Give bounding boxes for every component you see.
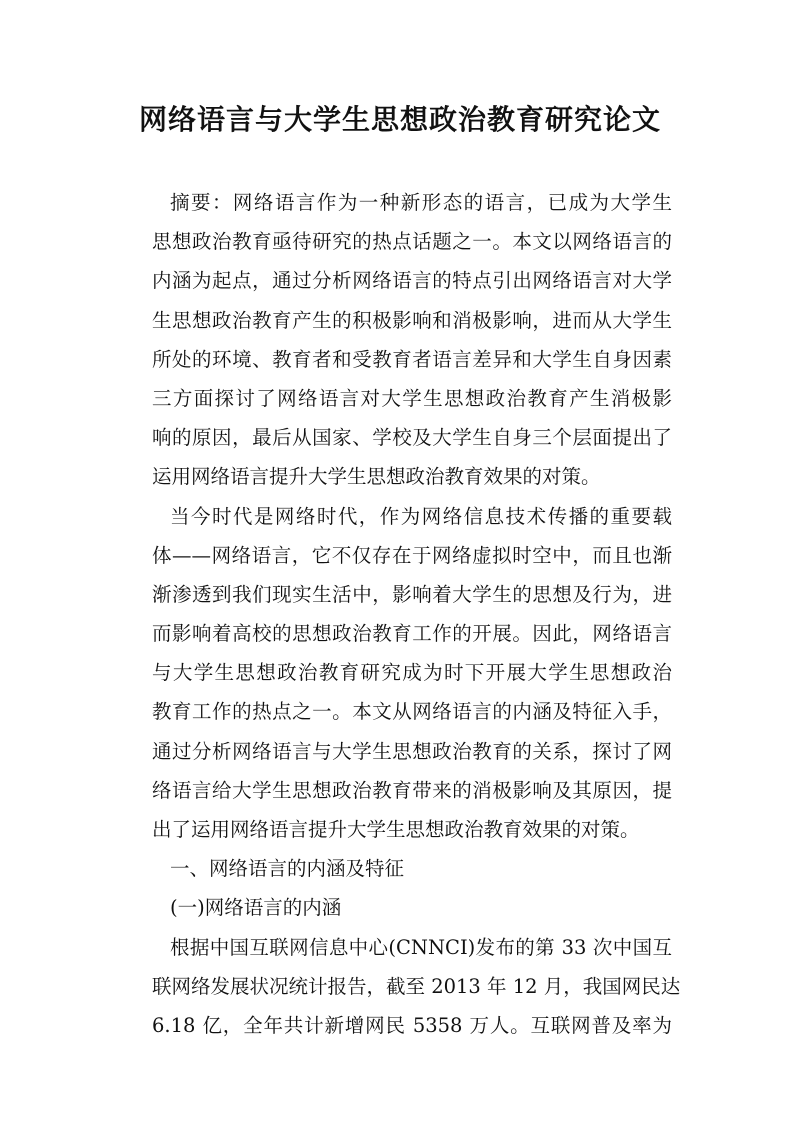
paragraph-line: 联网络发展状况统计报告，截至 2013 年 12 月，我国网民达 [152,974,681,998]
intro-line: 当今时代是网络时代，作为网络信息技术传播的重要载 [170,504,672,528]
intro-line: 通过分析网络语言与大学生思想政治教育的关系，探讨了网 [152,739,672,763]
intro-line: 出了运用网络语言提升大学生思想政治教育效果的对策。 [152,818,640,841]
paragraph-line: 6.18 亿，全年共计新增网民 5358 万人。互联网普及率为 [152,1013,672,1037]
document-body [152,183,681,1045]
abstract-line: 响的原因，最后从国家、学校及大学生自身三个层面提出了 [152,426,672,450]
section-heading: 一、网络语言的内涵及特征 [170,857,405,881]
abstract-line: 思想政治教育亟待研究的热点话题之一。本文以网络语言的 [152,230,672,254]
abstract-line: 摘要：网络语言作为一种新形态的语言，已成为大学生 [170,191,672,214]
intro-line: 络语言给大学生思想政治教育带来的消极影响及其原因，提 [152,778,672,802]
subsection-heading: (一)网络语言的内涵 [170,896,342,920]
intro-line: 教育工作的热点之一。本文从网络语言的内涵及特征入手， [152,700,672,724]
document-title: 网络语言与大学生思想政治教育研究论文 [138,103,661,136]
abstract-line: 三方面探讨了网络语言对大学生思想政治教育产生消极影 [152,386,672,410]
abstract-line: 生思想政治教育产生的积极影响和消极影响，进而从大学生 [152,308,672,332]
abstract-line: 运用网络语言提升大学生思想政治教育效果的对策。 [152,465,601,489]
intro-line: 体——网络语言，它不仅存在于网络虚拟时空中，而且也渐 [152,543,672,567]
intro-line: 渐渗透到我们现实生活中，影响着大学生的思想及行为，进 [152,582,672,606]
abstract-line: 所处的环境、教育者和受教育者语言差异和大学生自身因素 [152,347,672,371]
paragraph-line: 根据中国互联网信息中心(CNNCI)发布的第 33 次中国互 [170,935,672,959]
intro-line: 而影响着高校的思想政治教育工作的开展。因此，网络语言 [152,622,672,646]
abstract-line: 内涵为起点，通过分析网络语言的特点引出网络语言对大学 [152,269,672,293]
intro-line: 与大学生思想政治教育研究成为时下开展大学生思想政治 [152,661,672,685]
